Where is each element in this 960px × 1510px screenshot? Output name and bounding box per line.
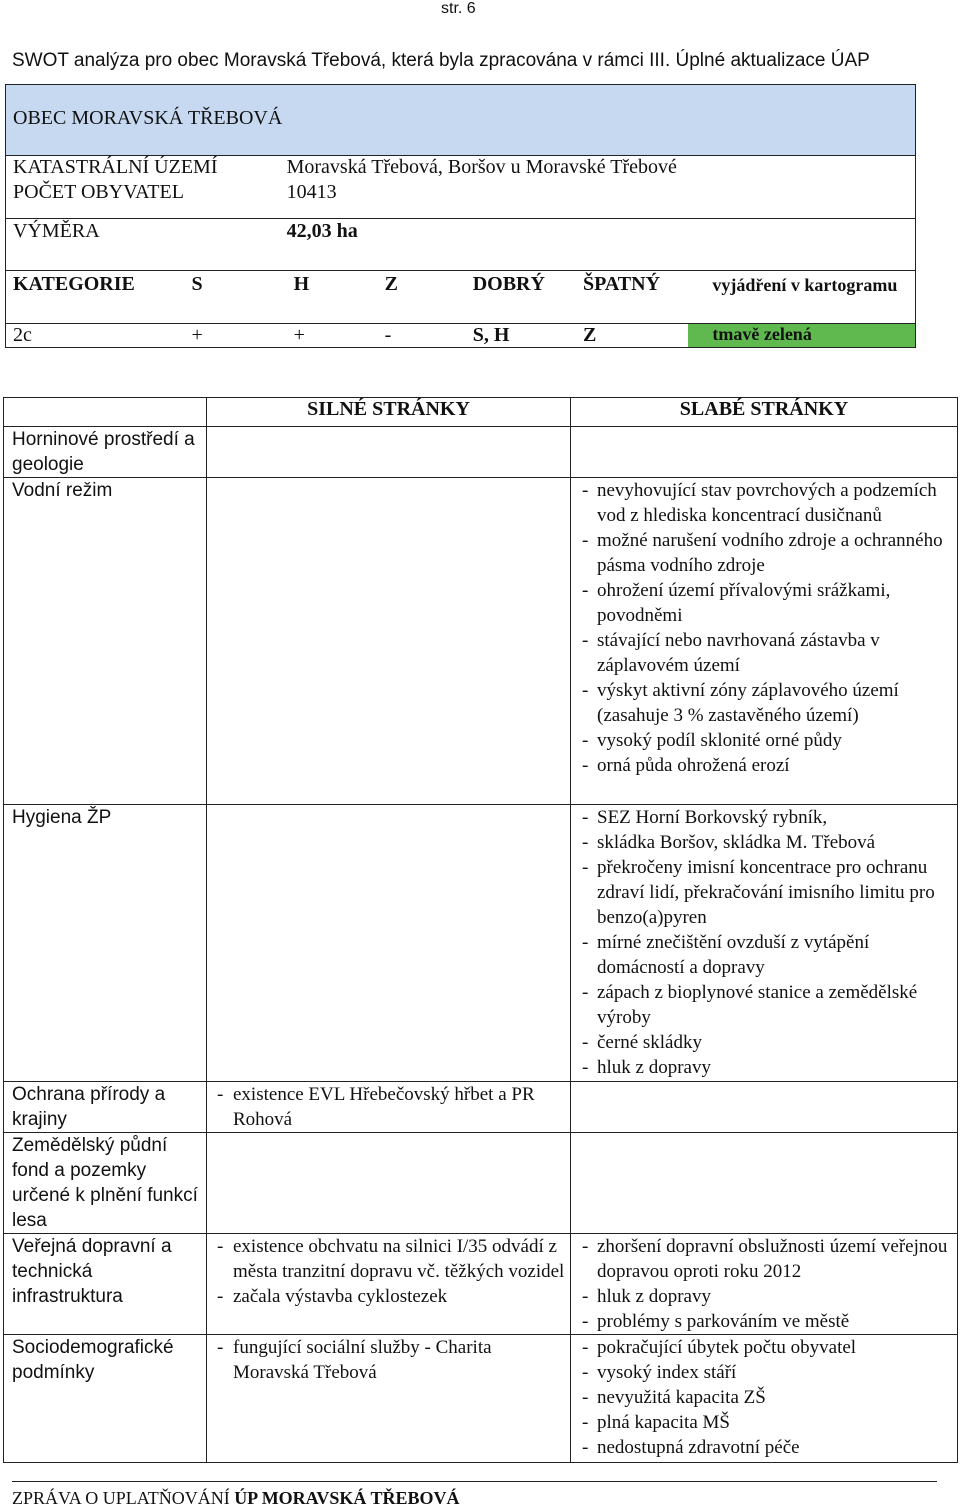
footer-divider: [12, 1481, 937, 1482]
area-value: 42,03 ha: [276, 219, 916, 271]
list-item: - hluk z dopravy: [571, 1284, 957, 1309]
footer: [12, 1488, 460, 1509]
cadastre-value: Moravská Třebová, Boršov u Moravské Třebové: [276, 156, 916, 182]
document-title: SWOT analýza pro obec Moravská Třebová, která byla zpracována v rámci III. Úplné aktualizace ÚAP: [12, 50, 870, 71]
s-value: +: [177, 324, 275, 348]
s-header: S: [177, 271, 275, 324]
list-item: - zápach z bioplynové stanice a zemědělské výroby: [571, 980, 957, 1030]
category-header: KATEGORIE: [6, 271, 178, 324]
weaknesses-header: SLABÉ STRÁNKY: [571, 398, 958, 427]
good-header: DOBRÝ: [458, 271, 569, 324]
strengths-header: SILNÉ STRÁNKY: [207, 398, 571, 427]
list-item: - stávající nebo navrhovaná zástavba v záplavovém území: [571, 628, 957, 678]
list-item: - vysoký index stáří: [571, 1360, 957, 1385]
list-item: - možné narušení vodního zdroje a ochranného pásma vodního zdroje: [571, 528, 957, 578]
cartogram-header: vyjádření v kartogramu: [688, 271, 915, 324]
list-item: - problémy s parkováním ve městě: [571, 1309, 957, 1334]
bad-value: Z: [569, 324, 688, 348]
list-item: - SEZ Horní Borkovský rybník,: [571, 805, 957, 830]
population-label: POČET OBYVATEL: [6, 181, 276, 219]
topic-infrastructure: Veřejná dopravní a technická infrastruktura: [4, 1234, 207, 1335]
z-value: -: [367, 324, 458, 348]
list-item: - zhoršení dopravní obslužnosti území veřejnou dopravou oproti roku 2012: [571, 1234, 957, 1284]
cadastre-label: KATASTRÁLNÍ ÚZEMÍ: [6, 156, 276, 182]
strengths-nature: [207, 1082, 571, 1133]
strengths-agriculture: [207, 1133, 571, 1234]
weaknesses-nature: [571, 1082, 958, 1133]
list-item: - orná půda ohrožená erozí: [571, 753, 957, 778]
good-value: S, H: [458, 324, 569, 348]
list-item: - hluk z dopravy: [571, 1055, 957, 1080]
footer-text: ZPRÁVA O UPLATŇOVÁNÍ: [12, 1488, 235, 1508]
weaknesses-infrastructure: [571, 1234, 958, 1335]
list-item: - plná kapacita MŠ: [571, 1410, 957, 1435]
weaknesses-sociodemographic: [571, 1335, 958, 1463]
strengths-geology: [207, 427, 571, 478]
category-value: 2c: [6, 324, 178, 348]
topic-water: Vodní režim: [4, 478, 207, 805]
weaknesses-water: [571, 478, 958, 805]
list-item: - nevyužitá kapacita ZŠ: [571, 1385, 957, 1410]
list-item: - překročeny imisní koncentrace pro ochranu zdraví lidí, překračování imisního limitu pro benzo(a)pyren: [571, 855, 957, 930]
list-item: - nevyhovující stav povrchových a podzemích vod z hlediska koncentrací dusičnanů: [571, 478, 957, 528]
list-item: - existence EVL Hřebečovský hřbet a PR Rohová: [207, 1082, 570, 1132]
h-value: +: [276, 324, 367, 348]
municipality-name: OBEC MORAVSKÁ TŘEBOVÁ: [6, 85, 916, 156]
strengths-hygiene: [207, 805, 571, 1082]
weaknesses-agriculture: [571, 1133, 958, 1234]
list-item: - fungující sociální služby - Charita Moravská Třebová: [207, 1335, 570, 1385]
list-item: - vysoký podíl sklonité orné půdy: [571, 728, 957, 753]
list-item: - nedostupná zdravotní péče: [571, 1435, 957, 1460]
strengths-sociodemographic: [207, 1335, 571, 1463]
population-value: 10413: [276, 181, 916, 219]
page-number: str. 6: [441, 0, 476, 17]
z-header: Z: [367, 271, 458, 324]
municipality-info-table: [5, 84, 916, 348]
cartogram-value: tmavě zelená: [688, 324, 915, 348]
area-label: VÝMĚRA: [6, 219, 276, 271]
h-header: H: [276, 271, 367, 324]
swot-table: [3, 397, 958, 1463]
list-item: - mírné znečištění ovzduší z vytápění domácností a dopravy: [571, 930, 957, 980]
strengths-infrastructure: [207, 1234, 571, 1335]
list-item: - začala výstavba cyklostezek: [207, 1284, 570, 1309]
topic-geology: Horninové prostředí a geologie: [4, 427, 207, 478]
topic-nature: Ochrana přírody a krajiny: [4, 1082, 207, 1133]
topic-sociodemographic: Sociodemografické podmínky: [4, 1335, 207, 1463]
bad-header: ŠPATNÝ: [569, 271, 688, 324]
list-item: - existence obchvatu na silnici I/35 odvádí z města tranzitní dopravu vč. těžkých vozidel: [207, 1234, 570, 1284]
footer-bold: ÚP MORAVSKÁ TŘEBOVÁ: [234, 1488, 460, 1508]
topic-agriculture: Zemědělský půdní fond a pozemky určené k plnění funkcí lesa: [4, 1133, 207, 1234]
weaknesses-geology: [571, 427, 958, 478]
list-item: - výskyt aktivní zóny záplavového území (zasahuje 3 % zastavěného území): [571, 678, 957, 728]
strengths-water: [207, 478, 571, 805]
topic-hygiene: Hygiena ŽP: [4, 805, 207, 1082]
list-item: - černé skládky: [571, 1030, 957, 1055]
list-item: - pokračující úbytek počtu obyvatel: [571, 1335, 957, 1360]
weaknesses-hygiene: [571, 805, 958, 1082]
list-item: - ohrožení území přívalovými srážkami, povodněmi: [571, 578, 957, 628]
list-item: - skládka Boršov, skládka M. Třebová: [571, 830, 957, 855]
